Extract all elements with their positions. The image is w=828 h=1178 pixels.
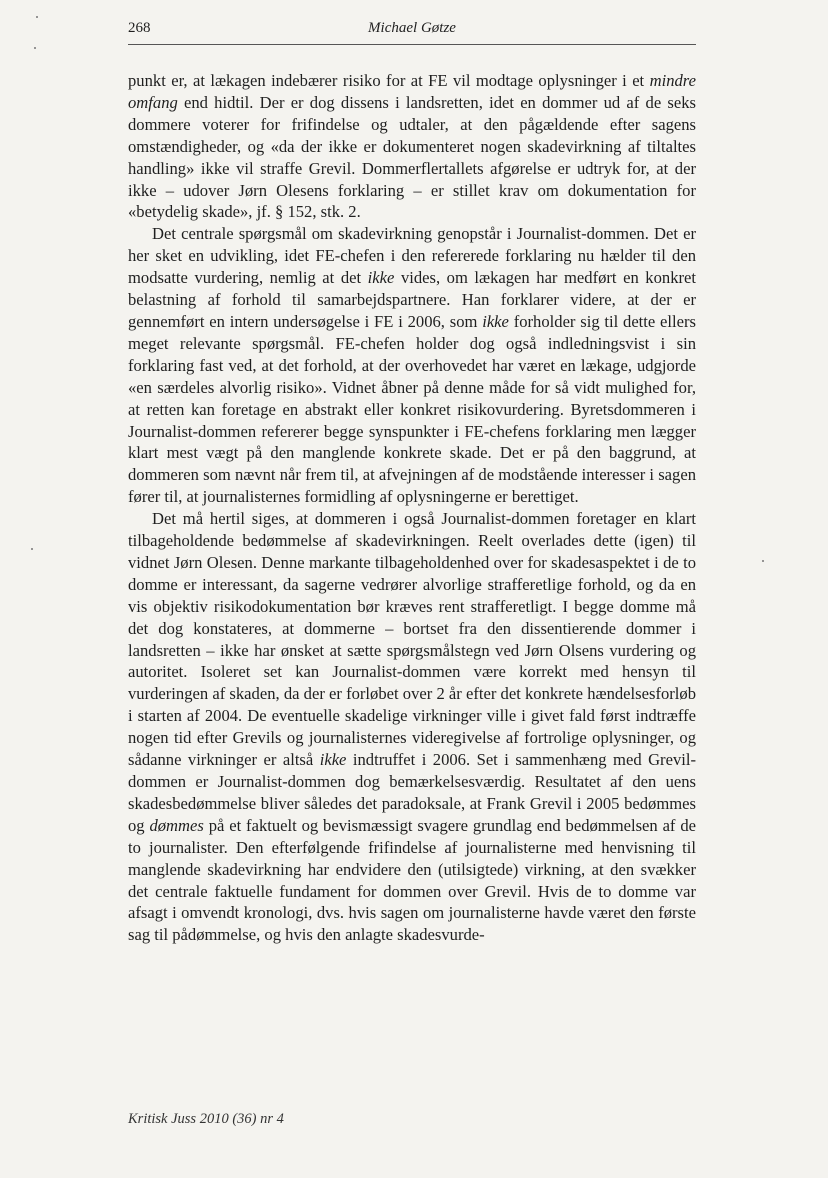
text-run: Det må hertil siges, at dommeren i også Journalist-dommen foretager en klart tilbageholdende bedømmelse af skadevirkningen. Reelt overlades dette (igen) til vidnet Jørn Olesen. Denne markante tilbageholdenhed over for skadesaspektet i de to domme er interessant, da sagerne vedrører alvorlige strafferetlige forhold, og da en vis objektiv risikodokumentation bør kræves rent strafferetligt. I begge domme må det dog konstateres, at dommerne – bortset fra den dissentierende dommer i landsretten – ikke har ønsket at sætte spørgsmålstegn ved Jørn Olsens vurdering og autoritet. Isoleret set kan Journalist-dommen være korrekt med hensyn til vurderingen af skaden, da der er forløbet over 2 år efter det konkrete hændelsesforløb i starten af 2004. De eventuelle skadelige virkninger ville i givet fald først indtræffe nogen tid efter Grevils og journalisternes videregivelse af fortrolige oplysninger, og sådanne virkninger er altså (128, 509, 696, 770)
italic-text: mindre omfang (128, 71, 696, 112)
text-run: Det centrale spørgsmål om skadevirkning genopstår i Journalist-dommen. Det er her sket en udvikling, idet FE-chefen i den refererede forklaring nu hælder til den modsatte vurdering, nemlig at det (128, 224, 696, 288)
text-run: forholder sig til dette ellers meget relevante spørgsmål. FE-chefen holder dog også indledningsvist i sin forklaring fast ved, at det forhold, at der overhovedet har været en lækage, udgjorde «en særdeles alvorlig risiko». Vidnet åbner på denne måde for så vidt mulighed for, at retten kan foretage en abstrakt eller konkret risikovurdering. Byretsdommeren i Journalist-dommen refererer begge synspunkter i FE-chefens forklaring men lægger klart mest vægt på den manglende konkrete skade. Det er på den baggrund, at dommeren som nævnt når frem til, at afvejningen af de modstående interesser i sagen fører til, at journalisternes formidling af oplysningerne er berettiget. (128, 311, 696, 507)
italic-text: dømmes (149, 815, 204, 835)
page-header (128, 18, 696, 45)
running-title: Michael Gøtze (368, 20, 456, 36)
scan-speck (762, 560, 764, 562)
paragraph (128, 223, 696, 508)
text-run: end hidtil. Der er dog dissens i landsretten, idet en dommer ud af de seks dommere voterer for frifindelse og udtaler, at den pågældende efter sagens omstændigheder, og «da der ikke er dokumenteret nogen skadevirkning af tiltaltes handling» ikke vil straffe Grevil. Dommerflertallets afgørelse er udtryk for, at der ikke – udover Jørn Olesens forklaring – er stillet krav om dokumentation for «betydelig skade», jf. § 152, stk. 2. (128, 92, 696, 222)
italic-text: ikke (367, 268, 395, 288)
paragraph (128, 508, 696, 946)
paragraph (128, 70, 696, 223)
italic-text: ikke (319, 750, 347, 770)
body-text (128, 70, 696, 946)
page-number: 268 (128, 20, 151, 36)
scan-speck (36, 16, 38, 18)
scan-speck (34, 47, 36, 49)
text-run: på et faktuelt og bevismæssigt svagere grundlag end bedømmelsen af de to journalister. Den efterfølgende frifindelse af journalisterne med henvisning til manglende skadevirkning har endvidere den (utilsigtede) virkning, at den svækker det centrale faktuelle fundament for dommen over Grevil. Hvis de to domme var afsagt i omvendt kronologi, dvs. hvis sagen om journalisterne havde været den første sag til pådømmelse, og hvis den anlagte skadesvurde- (128, 815, 696, 945)
italic-text: ikke (482, 311, 509, 331)
scan-speck (31, 548, 33, 550)
journal-footer: Kritisk Juss 2010 (36) nr 4 (128, 1111, 284, 1127)
text-run: punkt er, at lækagen indebærer risiko for at FE vil modtage oplysninger i et (128, 71, 650, 90)
text-run: vides, om lækagen har medført en konkret belastning af forhold til samarbejdspartnere. Han forklarer videre, at der er gennemført en intern undersøgelse i FE i 2006, som (128, 268, 696, 331)
text-run: indtruffet i 2006. Set i sammenhæng med Grevil-dommen er Journalist-dommen dog bemærkelsesværdig. Resultatet af den uens skadesbedømmelse bliver således det paradoksale, at Frank Grevil i 2005 bedømmes og (128, 750, 696, 835)
